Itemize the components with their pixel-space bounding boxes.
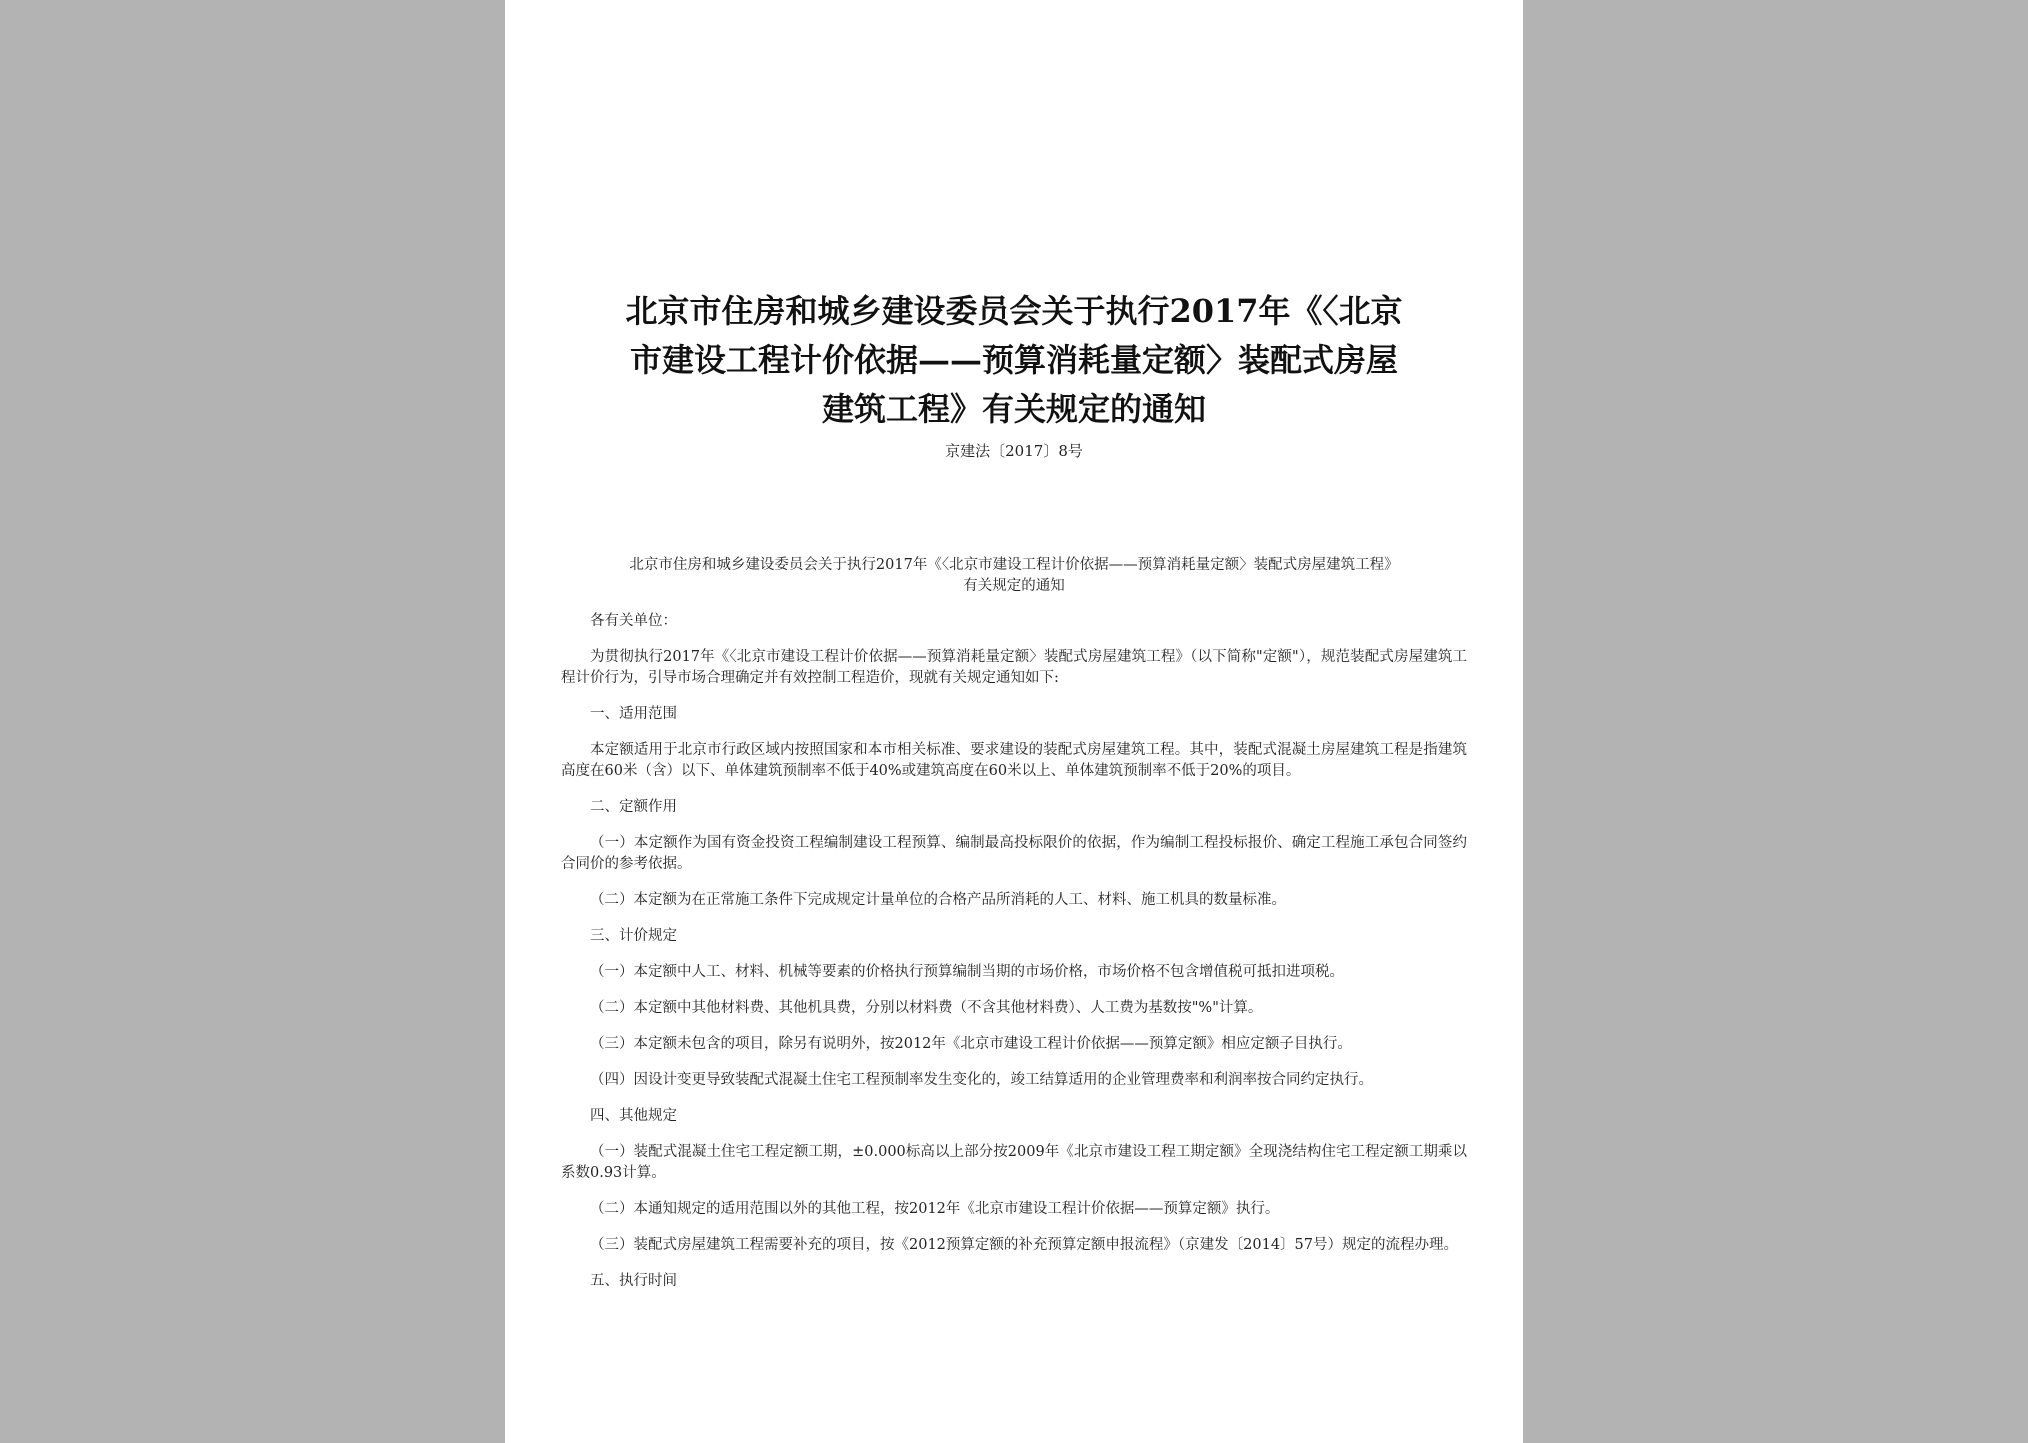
document-page xyxy=(505,0,1523,1443)
intro-paragraph: 为贯彻执行2017年《〈北京市建设工程计价依据——预算消耗量定额〉装配式房屋建筑工程》（以下简称"定额"），规范装配式房屋建筑工程计价行为，引导市场合理确定并有效控制工程造价，现就有关规定通知如下: xyxy=(561,649,1467,686)
title-line: 市建设工程计价依据——预算消耗量定额〉装配式房屋 xyxy=(629,341,1398,379)
paragraph: 本定额适用于北京市行政区域内按照国家和本市相关标准、要求建设的装配式房屋建筑工程。其中，装配式混凝土房屋建筑工程是指建筑高度在60米（含）以下、单体建筑预制率不低于40%或建筑高度在60米以上、单体建筑预制率不低于20%的项目。 xyxy=(561,742,1467,779)
section-heading-scope: 一、适用范围 xyxy=(590,706,677,722)
paragraph: （二）本通知规定的适用范围以外的其他工程，按2012年《北京市建设工程计价依据——预算定额》执行。 xyxy=(590,1201,1280,1217)
paragraph: （二）本定额为在正常施工条件下完成规定计量单位的合格产品所消耗的人工、材料、施工机具的数量标准。 xyxy=(590,892,1286,908)
paragraph: （三）本定额未包含的项目，除另有说明外，按2012年《北京市建设工程计价依据——预算定额》相应定额子目执行。 xyxy=(590,1036,1352,1052)
paragraph: （一）装配式混凝土住宅工程定额工期，±0.000标高以上部分按2009年《北京市建设工程工期定额》全现浇结构住宅工程定额工期乘以系数0.93计算。 xyxy=(561,1144,1467,1181)
paragraph: （二）本定额中其他材料费、其他机具费，分别以材料费（不含其他材料费）、人工费为基数按"%"计算。 xyxy=(590,1000,1263,1016)
subtitle-line: 北京市住房和城乡建设委员会关于执行2017年《〈北京市建设工程计价依据——预算消耗量定额〉装配式房屋建筑工程》 xyxy=(629,557,1399,573)
section-heading-pricing: 三、计价规定 xyxy=(590,928,677,944)
subtitle-line: 有关规定的通知 xyxy=(963,578,1065,594)
section-heading-effective-date: 五、执行时间 xyxy=(590,1273,677,1289)
paragraph: （一）本定额中人工、材料、机械等要素的价格执行预算编制当期的市场价格，市场价格不包含增值税可抵扣进项税。 xyxy=(590,964,1344,980)
title-line: 北京市住房和城乡建设委员会关于执行2017年《〈北京 xyxy=(625,292,1403,330)
document-number: 京建法〔2017〕8号 xyxy=(945,442,1083,460)
paragraph: （四）因设计变更导致装配式混凝土住宅工程预制率发生变化的，竣工结算适用的企业管理费率和利润率按合同约定执行。 xyxy=(590,1072,1373,1088)
salutation: 各有关单位： xyxy=(590,613,677,629)
title-line: 建筑工程》有关规定的通知 xyxy=(821,390,1206,428)
paragraph: （三）装配式房屋建筑工程需要补充的项目，按《2012预算定额的补充预算定额申报流程》（京建发〔2014〕57号）规定的流程办理。 xyxy=(590,1237,1458,1253)
paragraph: （一）本定额作为国有资金投资工程编制建设工程预算、编制最高投标限价的依据，作为编制工程投标报价、确定工程施工承包合同签约合同价的参考依据。 xyxy=(561,835,1467,872)
document-body xyxy=(561,555,1467,1307)
section-heading-role: 二、定额作用 xyxy=(590,799,677,815)
notice-subtitle xyxy=(561,555,1467,597)
section-heading-other: 四、其他规定 xyxy=(590,1108,677,1124)
page-title xyxy=(565,287,1463,434)
